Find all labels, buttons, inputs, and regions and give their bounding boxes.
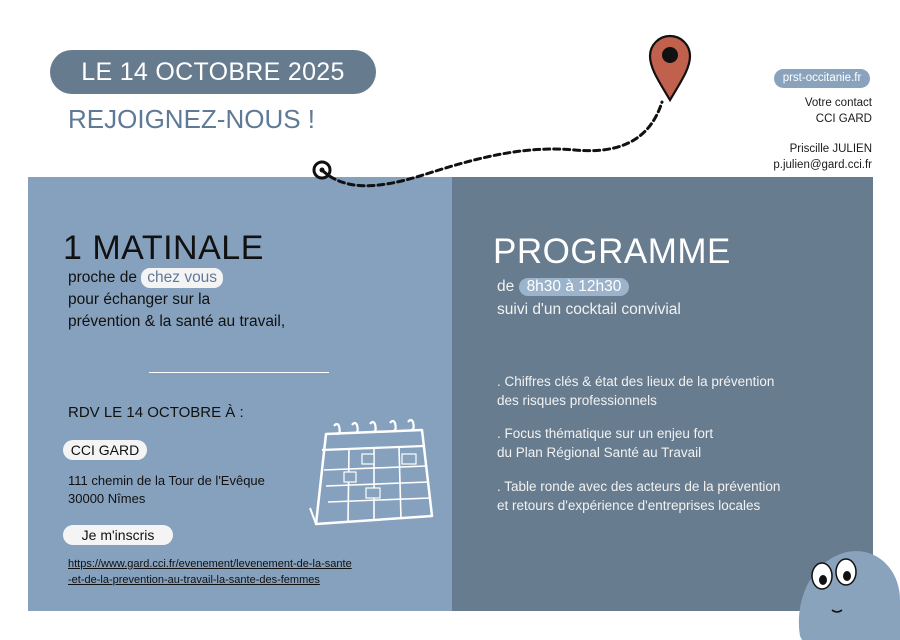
venue-badge: CCI GARD: [63, 440, 147, 460]
register-link-line-1[interactable]: https://www.gard.cci.fr/evenement/levenement-de-la-sante: [68, 558, 352, 570]
divider: [149, 372, 329, 373]
contact-org: CCI GARD: [815, 113, 872, 125]
programme-item-1-line-1: . Chiffres clés & état des lieux de la prévention: [497, 374, 775, 389]
mascot-icon: [792, 540, 900, 640]
programme-title: PROGRAMME: [493, 232, 731, 271]
register-button[interactable]: Je m'inscris: [63, 525, 173, 545]
programme-item-1-line-2: des risques professionnels: [497, 393, 657, 408]
programme-item-3: [497, 477, 837, 515]
matinale-title: 1 MATINALE: [63, 229, 264, 267]
lead-line-2: pour échanger sur la: [68, 291, 211, 308]
programme-item-2-line-1: . Focus thématique sur un enjeu fort: [497, 426, 714, 441]
hours-badge: 8h30 à 12h30: [519, 278, 630, 296]
highlight-chez-vous: chez vous: [141, 268, 223, 288]
lead-line-1: [68, 268, 223, 288]
lead-prefix: proche de: [68, 269, 137, 286]
programme-item-1: [497, 372, 837, 410]
programme-item-3-line-1: . Table ronde avec des acteurs de la prévention: [497, 479, 781, 494]
rdv-heading: RDV LE 14 OCTOBRE À :: [68, 404, 244, 421]
join-heading: REJOIGNEZ-NOUS !: [68, 104, 316, 134]
programme-item-2-line-2: du Plan Régional Santé au Travail: [497, 445, 702, 460]
event-date-badge: LE 14 OCTOBRE 2025: [50, 50, 376, 94]
programme-item-2: [497, 424, 837, 462]
contact-email[interactable]: p.julien@gard.cci.fr: [773, 159, 872, 171]
website-badge[interactable]: prst-occitanie.fr: [774, 69, 870, 88]
calendar-icon: [304, 424, 444, 534]
address-line-2: 30000 Nîmes: [68, 491, 146, 506]
lead-line-3: prévention & la santé au travail,: [68, 313, 286, 330]
hours-prefix: de: [497, 278, 515, 295]
hours-line: [497, 278, 629, 296]
cocktail-line: suivi d'un cocktail convivial: [497, 301, 681, 318]
register-link-line-2[interactable]: -et-de-la-prevention-au-travail-la-sante-des-femmes: [68, 574, 320, 586]
contact-label: Votre contact: [804, 97, 872, 109]
address-line-1: 111 chemin de la Tour de l'Evêque: [68, 473, 265, 488]
programme-item-3-line-2: et retours d'expérience d'entreprises locales: [497, 498, 761, 513]
contact-name: Priscille JULIEN: [789, 143, 872, 155]
